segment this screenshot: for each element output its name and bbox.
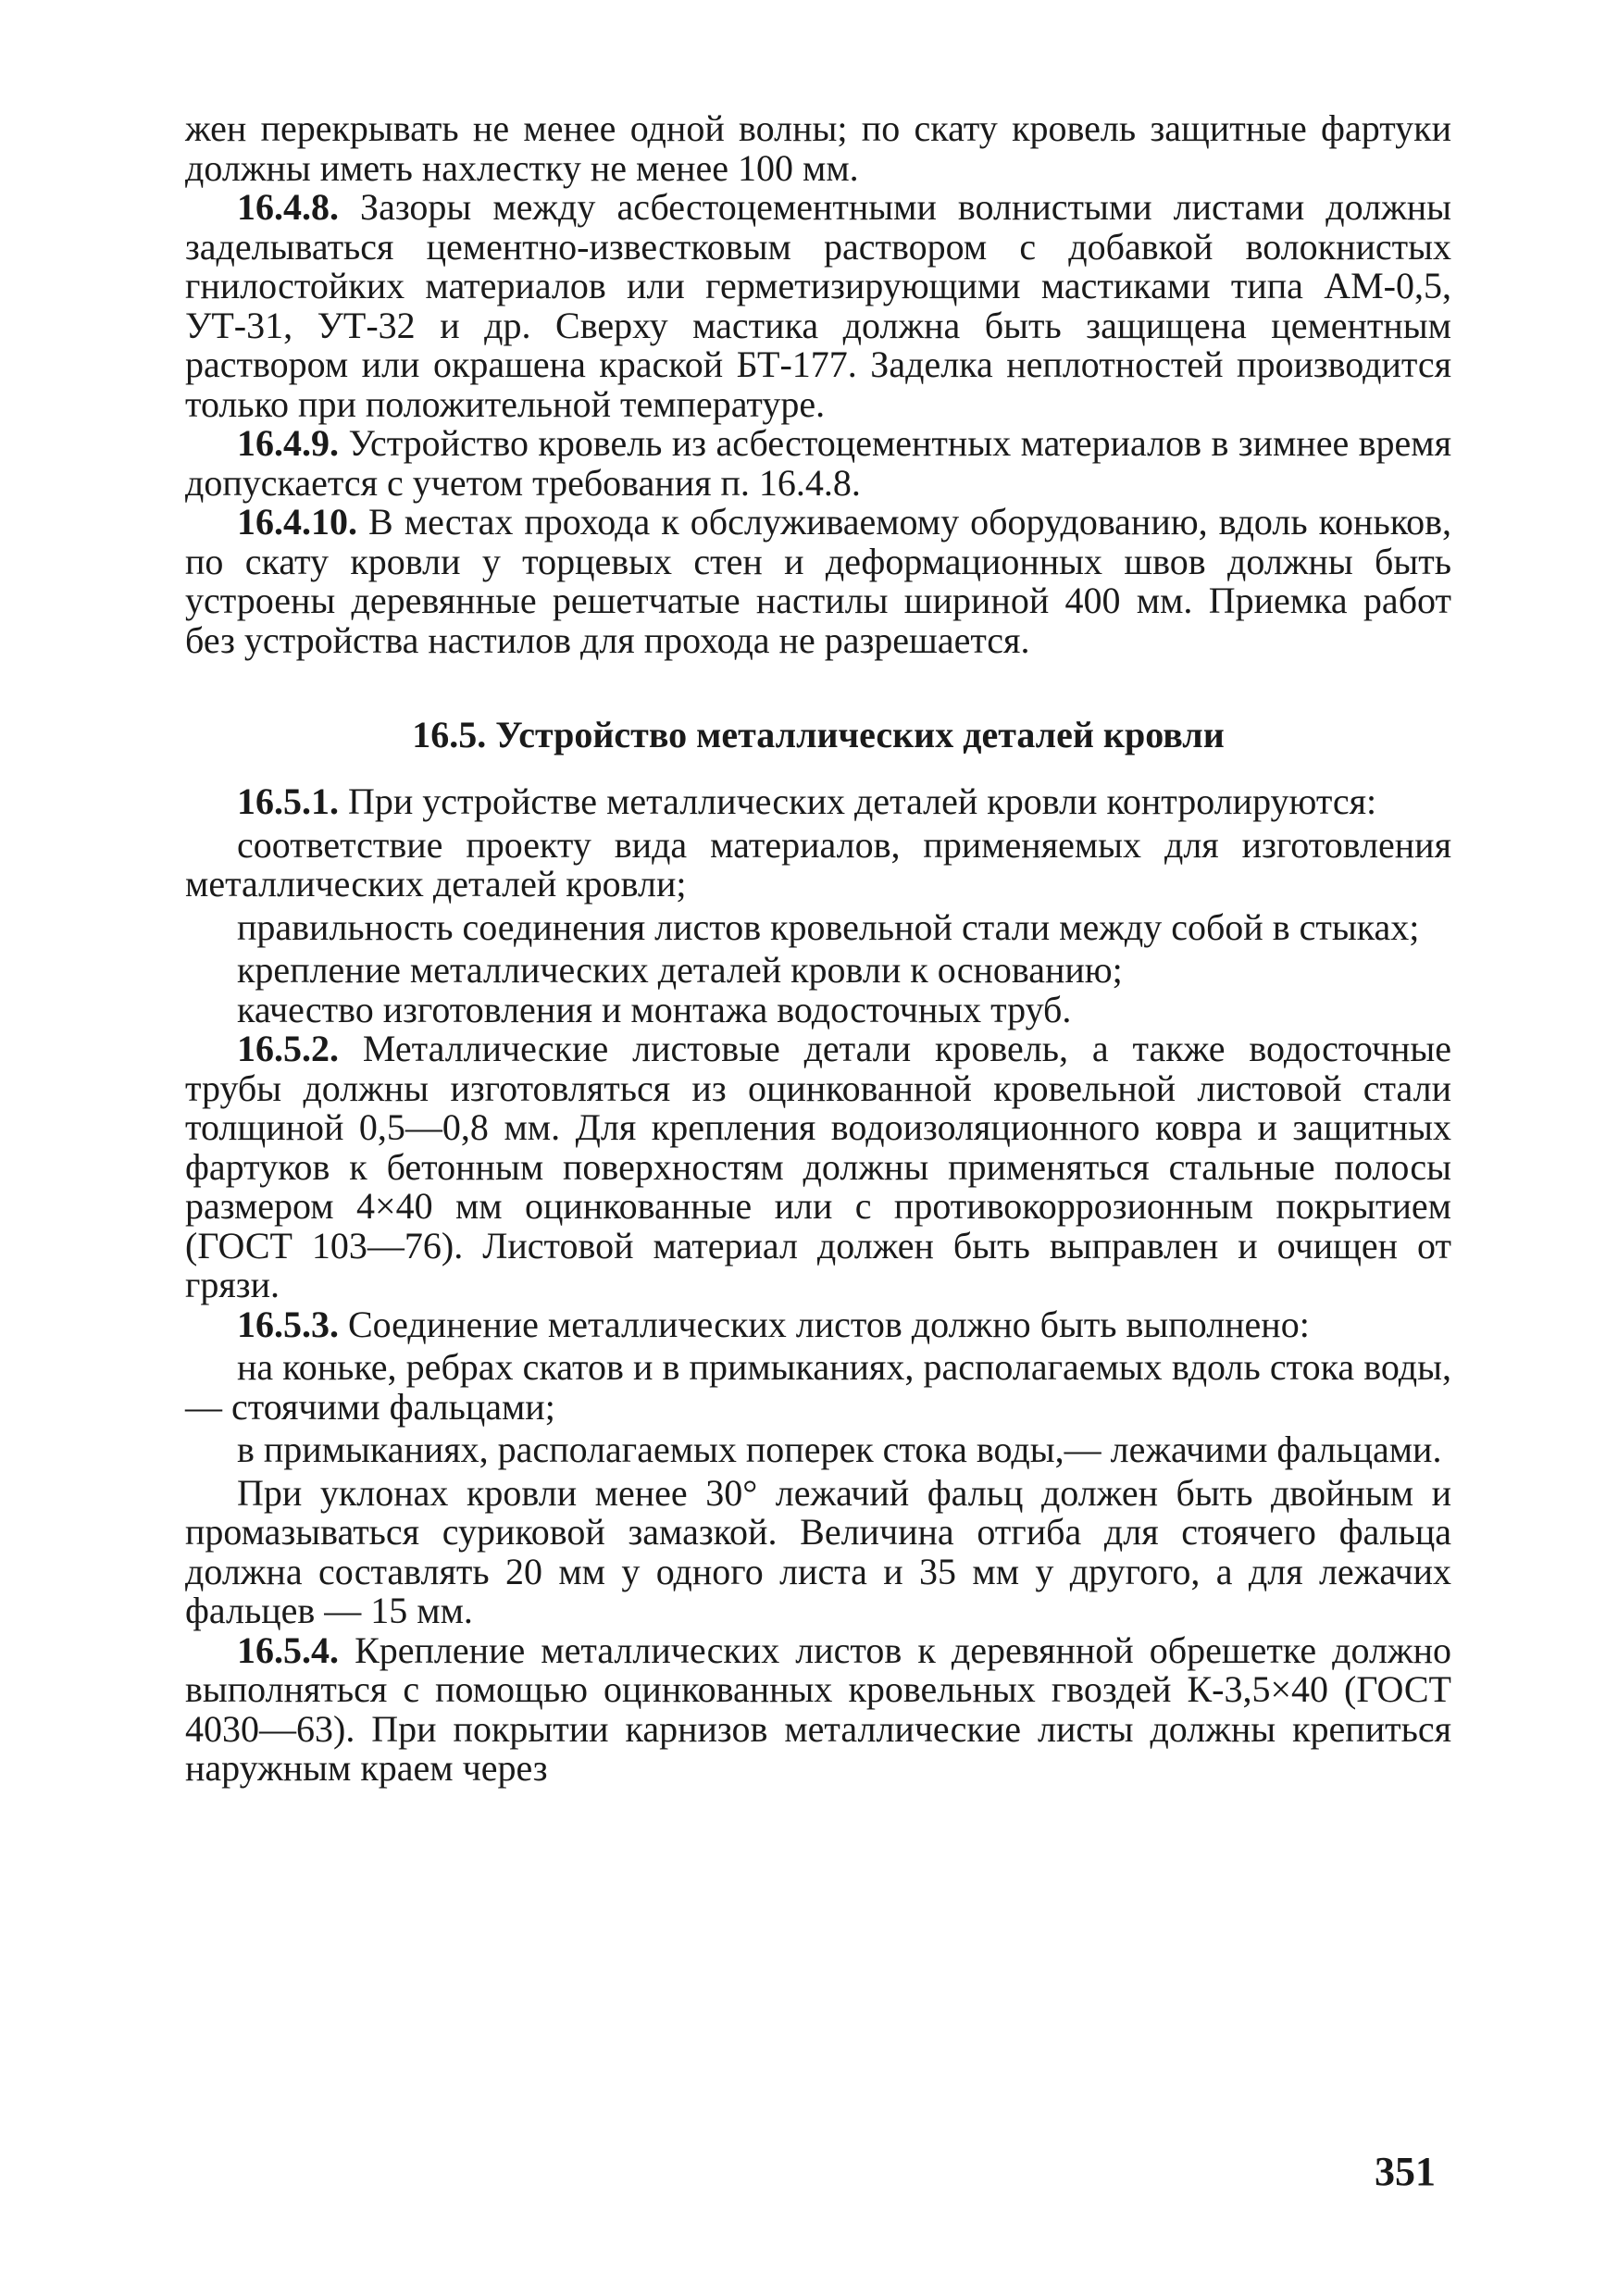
list-item: правильность соединения листов кровельной стали между собой в стыках; [237,905,1420,948]
clause-text: В местах прохода к обслуживаемому оборудованию, вдоль коньков, по скату кровли у торцевых стен и деформационных швов должны быть устроены деревянные решетчатые настилы шириной 400 мм. Приемка работ без устройства настилов для прохода не разрешается. [185,501,1451,661]
clause-text: При устройстве металлических деталей кровли контролируются: [339,780,1377,822]
page-body [185,109,1451,1789]
clause-text: Крепление металлических листов к деревянной обрешетке должно выполняться с помощью оцинкованных кровельных гвоздей К-3,5×40 (ГОСТ 4030—63). При покрытии карнизов металлические листы должны крепиться наружным краем через [185,1628,1451,1789]
list-item: крепление металлических деталей кровли к основанию; [237,949,1123,991]
paragraph-continuation: жен перекрывать не менее одной волны; по скату кровель защитные фартуки должны иметь нахлестку не менее 100 мм. [185,107,1451,189]
clause-number: 16.4.10. [237,501,357,543]
clause-text: Соединение металлических листов должно быть выполнено: [339,1303,1310,1345]
paragraph-16-5-3 [185,1305,1451,1345]
list-item: соответствие проекту вида материалов, применяемых для изготовления металлических деталей кровли; [185,823,1451,905]
clause-number: 16.5.1. [237,780,339,822]
clause-number: 16.5.2. [237,1028,339,1069]
paragraph-16-4-8 [185,188,1451,424]
list-item: в примыканиях, располагаемых поперек стока воды,— лежачими фальцами. [237,1429,1442,1470]
clause-text: Устройство кровель из асбестоцементных материалов в зимнее время допускается с учетом требования п. 16.4.8. [185,422,1451,504]
paragraph-16-5-1 [185,782,1451,822]
clause-number: 16.4.9. [237,422,339,464]
paragraph-slope: При уклонах кровли менее 30° лежачий фальц должен быть двойным и промазываться суриковой замазкой. Величина отгиба для стоячего фальца должна составлять 20 мм у одного листа и 35 мм у другого, а для лежачих фальцев — 15 мм. [185,1471,1451,1631]
paragraph-16-5-2 [185,1029,1451,1305]
clause-text: Зазоры между асбестоцементными волнистыми листами должны заделываться цементно-известковым раствором с добавкой волокнистых гнилостойких материалов или герметизирующими мастиками типа АМ-0,5, УТ-31, УТ-32 и др. Сверху мастика должна быть защищена цементным раствором или окрашена краской БТ-177. Заделка неплотностей производится только при положительной температуре. [185,186,1451,425]
clause-number: 16.5.4. [237,1628,339,1671]
clause-number: 16.5.3. [237,1303,339,1345]
list-item: на коньке, ребрах скатов и в примыканиях, располагаемых вдоль стока воды,— стоячими фальцами; [185,1346,1451,1428]
paragraph-16-4-9 [185,424,1451,503]
paragraph-16-5-4 [185,1628,1451,1789]
list-item: качество изготовления и монтажа водосточных труб. [237,988,1072,1030]
clause-text: Металлические листовые детали кровель, а также водосточные трубы должны изготовляться из оцинкованной кровельной листовой стали толщиной 0,5—0,8 мм. Для крепления водоизоляционного ковра и защитных фартуков к бетонным поверхностям должны применяться стальные полосы размером 4×40 мм оцинкованные или с противокоррозионным покрытием (ГОСТ 103—76). Листовой материал должен быть выправлен и очищен от грязи. [185,1028,1451,1305]
page-number: 351 [1375,2149,1436,2194]
paragraph-16-4-10 [185,503,1451,660]
clause-number: 16.4.8. [237,186,339,228]
section-heading: 16.5. Устройство металлических деталей кровли [412,714,1225,755]
